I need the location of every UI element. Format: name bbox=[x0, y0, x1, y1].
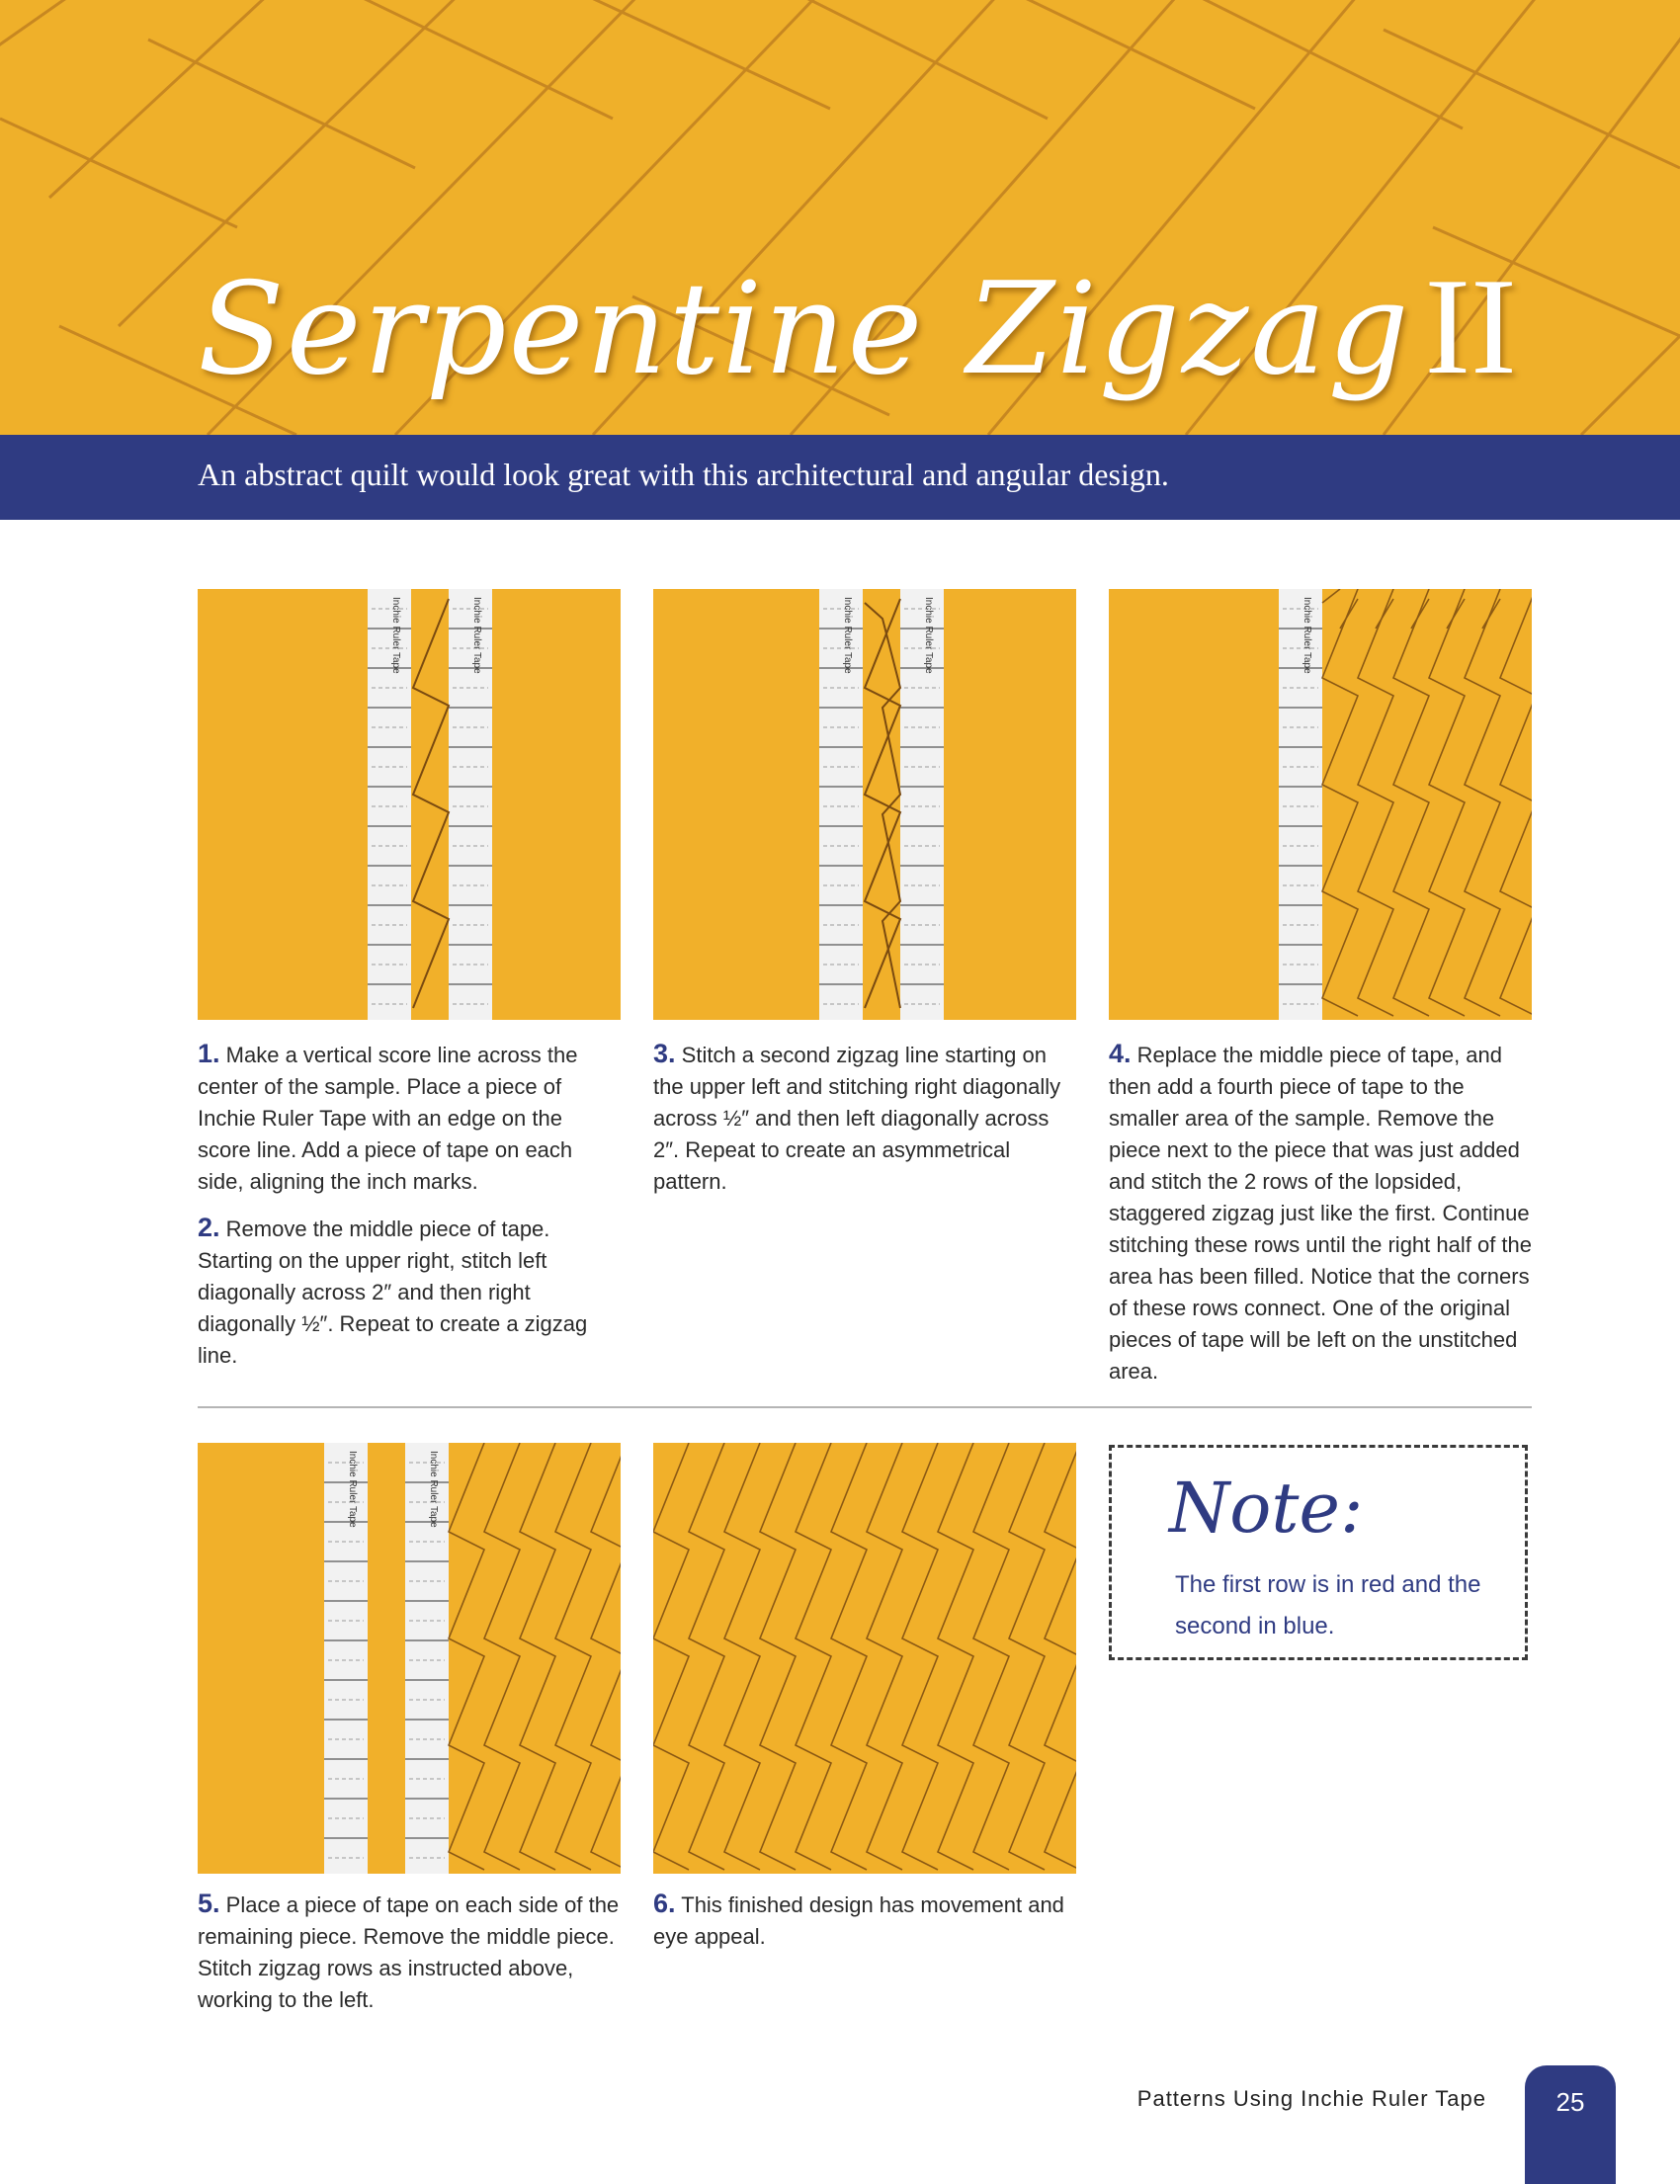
step-3-text: Stitch a second zigzag line starting on the upper left and stitching right diagonally across ½″ and then left diagonally across 2″. Repeat to create an asymmetrical pattern. bbox=[653, 1043, 1061, 1194]
step-4-photo bbox=[1109, 589, 1532, 1020]
step-5-photo bbox=[198, 1443, 621, 1874]
step-6 bbox=[653, 1888, 1076, 1953]
step-6-text: This finished design has movement and eye appeal. bbox=[653, 1892, 1064, 1949]
step-3-photo bbox=[653, 589, 1076, 1020]
steps-column-3 bbox=[1109, 1038, 1532, 1401]
steps-column-2 bbox=[653, 1038, 1076, 1212]
note-box bbox=[1109, 1445, 1528, 1660]
tape-label: Inchie Ruler Tape bbox=[471, 597, 482, 674]
steps-column-4 bbox=[198, 1888, 621, 2030]
title-script: Serpentine Zigzag bbox=[198, 256, 1411, 403]
tape-label: Inchie Ruler Tape bbox=[842, 597, 853, 674]
step-4-text: Replace the middle piece of tape, and then add a fourth piece of tape to the smaller area of the sample. Remove the piece next to the piece that was just added and stitch the 2 rows of the lopsided, staggered zigzag just like the first. Continue stitching these rows until the right half of the area has been filled. Notice that the corners of these rows connect. One of the original pieces of tape will be left on the unstitched area. bbox=[1109, 1043, 1533, 1384]
title-banner bbox=[0, 0, 1680, 435]
step-1 bbox=[198, 1038, 621, 1198]
tape-label: Inchie Ruler Tape bbox=[390, 597, 401, 674]
note-heading: Note: bbox=[1169, 1468, 1364, 1549]
footer-section-label: Patterns Using Inchie Ruler Tape bbox=[1136, 2086, 1486, 2111]
step-2-number: 2. bbox=[198, 1213, 220, 1242]
title-numeral: II bbox=[1424, 250, 1517, 403]
step-1-number: 1. bbox=[198, 1039, 220, 1068]
step-3 bbox=[653, 1038, 1076, 1198]
step-2-text: Remove the middle piece of tape. Starting on the upper right, stitch left diagonally across 2″ and then right diagonally ½″. Repeat to create a zigzag line. bbox=[198, 1217, 588, 1368]
step-2 bbox=[198, 1212, 621, 1372]
step-3-number: 3. bbox=[653, 1039, 676, 1068]
subtitle: An abstract quilt would look great with this architectural and angular design. bbox=[198, 457, 1169, 492]
tape-label: Inchie Ruler Tape bbox=[347, 1451, 358, 1528]
step-6-number: 6. bbox=[653, 1889, 676, 1918]
steps-column-1 bbox=[198, 1038, 621, 1386]
section-divider bbox=[198, 1406, 1532, 1408]
subtitle-bar bbox=[0, 435, 1680, 520]
step-5 bbox=[198, 1888, 621, 2016]
tape-label: Inchie Ruler Tape bbox=[923, 597, 934, 674]
page-title bbox=[198, 247, 1517, 406]
tape-label: Inchie Ruler Tape bbox=[428, 1451, 439, 1528]
step-4-number: 4. bbox=[1109, 1039, 1132, 1068]
step-6-photo bbox=[653, 1443, 1076, 1874]
tape-label: Inchie Ruler Tape bbox=[1302, 597, 1312, 674]
step-5-text: Place a piece of tape on each side of the remaining piece. Remove the middle piece. Stitch zigzag rows as instructed above, working to the left. bbox=[198, 1892, 620, 2012]
step-5-number: 5. bbox=[198, 1889, 220, 1918]
step-4 bbox=[1109, 1038, 1532, 1387]
page-number-tab bbox=[1525, 2065, 1616, 2184]
step-1-text: Make a vertical score line across the center of the sample. Place a piece of Inchie Ruler Tape with an edge on the score line. Add a piece of tape on each side, aligning the inch marks. bbox=[198, 1043, 578, 1194]
page-number: 25 bbox=[1555, 2087, 1585, 2117]
steps-column-5 bbox=[653, 1888, 1076, 1967]
note-text: The first row is in red and the second in blue. bbox=[1175, 1571, 1481, 1639]
step-1-photo bbox=[198, 589, 621, 1020]
